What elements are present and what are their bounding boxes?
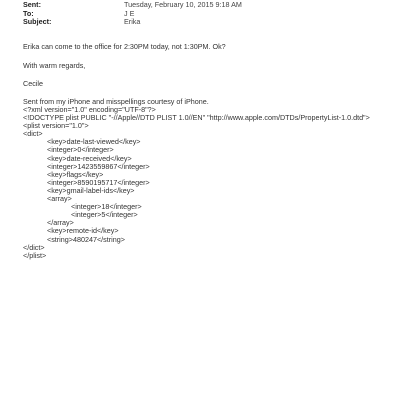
xml-value-line: <string>480247</string> <box>47 234 125 244</box>
xml-array-open-line: <array> <box>47 194 72 204</box>
message-line: Erika can come to the office for 2:30PM today, not 1:30PM. Ok? <box>23 42 226 51</box>
xml-doctype-line: <!DOCTYPE plist PUBLIC "-//Apple//DTD PLIST 1.0//EN" "http://www.apple.com/DTDs/PropertyList-1.0.dtd"> <box>23 113 370 123</box>
xml-array-item-line: <integer>18</integer> <box>71 202 142 212</box>
xml-key-line: <key>flags</key> <box>47 169 104 179</box>
xml-declaration-line: <?xml version="1.0" encoding="UTF-8"?> <box>23 105 156 114</box>
subject-value: Erika <box>124 17 141 26</box>
xml-key-line: <key>date-last-viewed</key> <box>47 137 141 147</box>
to-value: J E <box>124 9 135 18</box>
xml-array-close-line: </array> <box>47 218 74 228</box>
mobile-footer-line: Sent from my iPhone and misspellings courtesy of iPhone. <box>23 97 209 106</box>
xml-key-line: <key>date-received</key> <box>47 153 132 163</box>
xml-array-item-line: <integer>5</integer> <box>71 210 138 220</box>
xml-value-line: <integer>0</integer> <box>47 145 114 155</box>
xml-value-line: <integer>8590195717</integer> <box>47 177 150 187</box>
sent-label: Sent: <box>23 0 41 9</box>
xml-value-line: <integer>1423559867</integer> <box>47 161 150 171</box>
xml-key-line: <key>gmail-label-ids</key> <box>47 185 135 195</box>
closing-line: With warm regards, <box>23 61 86 70</box>
plist-xml-block <box>23 106 383 260</box>
to-label: To: <box>23 9 34 18</box>
xml-dict-close-line: </dict> <box>23 242 45 252</box>
sent-value: Tuesday, February 10, 2015 9:18 AM <box>124 0 242 9</box>
xml-plist-open-line: <plist version="1.0"> <box>23 121 89 131</box>
xml-key-line: <key>remote-id</key> <box>47 226 119 236</box>
signature-line: Cecile <box>23 79 43 88</box>
xml-plist-close-line: </plist> <box>23 250 47 260</box>
xml-dict-open-line: <dict> <box>23 129 43 139</box>
subject-label: Subject: <box>23 17 52 26</box>
